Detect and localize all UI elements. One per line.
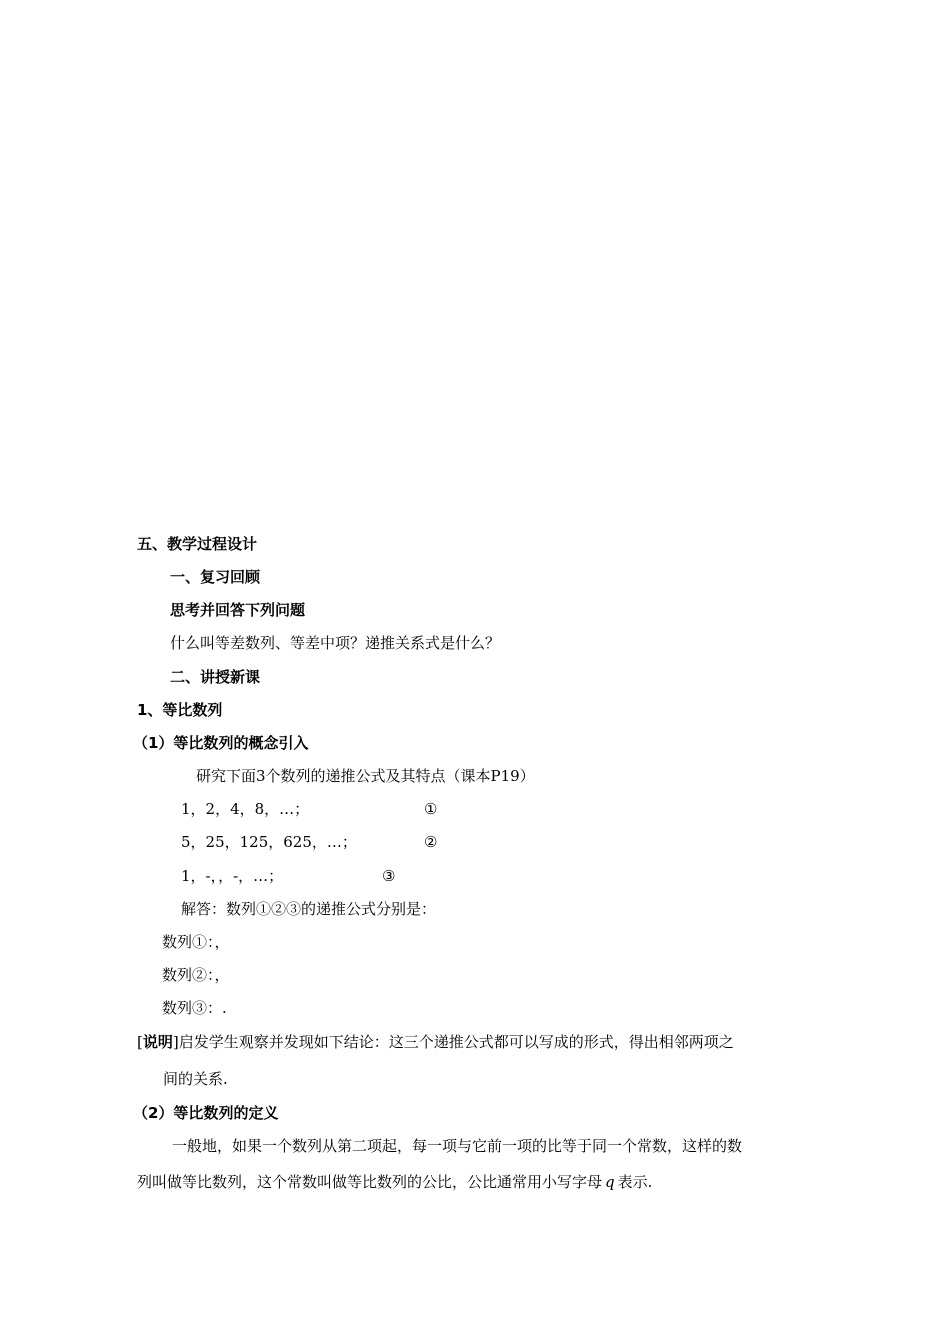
sequence-1: 1，2，4，8，…； — [181, 800, 310, 818]
note-paragraph: [说明]启发学生观察并发现如下结论：这三个递推公式都可以写成的形式，得出相邻两项之 — [137, 1033, 734, 1051]
sequence-2-mark: ② — [424, 833, 438, 851]
sub1-intro: 研究下面3个数列的递推公式及其特点（课本P19） — [196, 767, 535, 785]
review-question: 什么叫等差数列、等差中项？递推关系式是什么？ — [170, 634, 501, 652]
sequence-3-mark: ③ — [382, 867, 396, 885]
definition-line-2 — [137, 1172, 652, 1192]
sub1-heading: （1）等比数列的概念引入 — [133, 734, 309, 752]
definition-line-2-end: 表示. — [617, 1173, 653, 1191]
formula-3: 数列③：. — [162, 999, 227, 1017]
sequence-1-mark: ① — [424, 800, 438, 818]
answer-line: 解答：数列①②③的递推公式分别是： — [181, 900, 437, 918]
review-heading: 一、复习回顾 — [170, 568, 261, 586]
section-title: 五、教学过程设计 — [137, 535, 258, 553]
note-label: 说明 — [142, 1033, 173, 1051]
note-text: 启发学生观察并发现如下结论：这三个递推公式都可以写成的形式，得出相邻两项之 — [178, 1033, 734, 1051]
review-prompt: 思考并回答下列问题 — [170, 601, 306, 619]
note-continuation: 间的关系. — [163, 1070, 228, 1088]
definition-line-1: 一般地，如果一个数列从第二项起，每一项与它前一项的比等于同一个常数，这样的数 — [172, 1137, 743, 1155]
new-lesson-heading: 二、讲授新课 — [170, 668, 261, 686]
topic-heading: 1、等比数列 — [137, 701, 223, 719]
sequence-3: 1，-，，-，…； — [181, 867, 284, 885]
formula-2: 数列②：， — [162, 966, 230, 984]
definition-line-2-text: 列叫做等比数列，这个常数叫做等比数列的公比，公比通常用小写字母 — [137, 1173, 603, 1191]
sequence-2: 5，25，125，625，…； — [181, 833, 357, 851]
sub2-heading: （2）等比数列的定义 — [133, 1104, 279, 1122]
ratio-variable: q — [605, 1173, 615, 1191]
formula-1: 数列①：， — [162, 933, 230, 951]
